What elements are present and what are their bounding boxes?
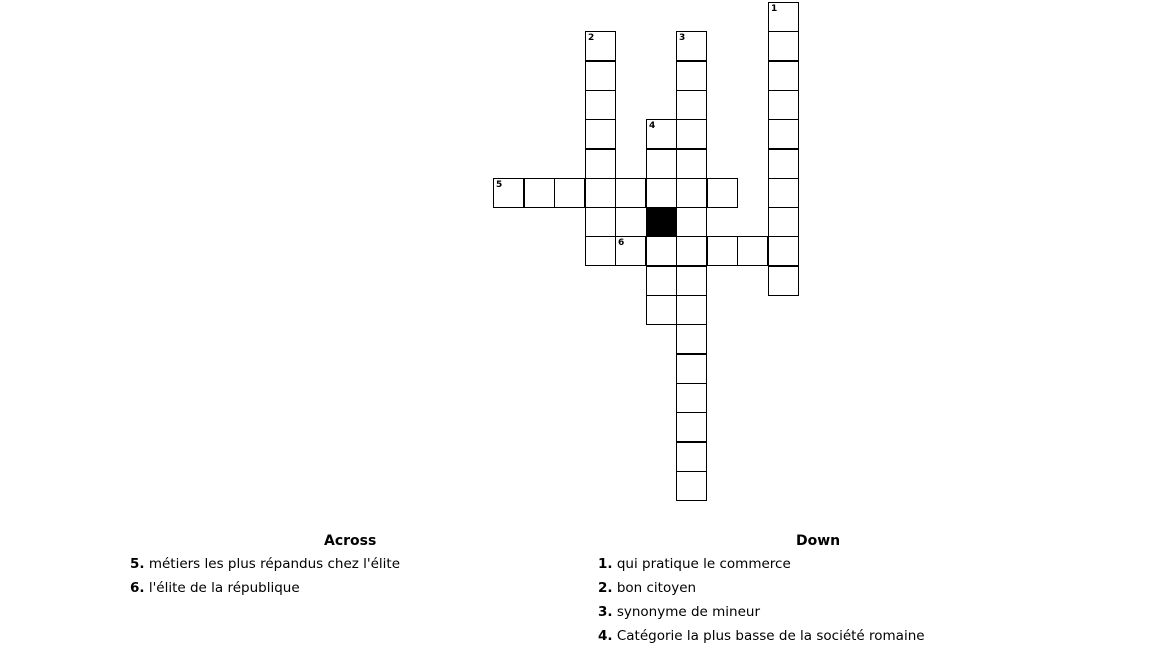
crossword-cell[interactable] — [524, 178, 555, 208]
clue-text: Catégorie la plus basse de la société romaine — [616, 628, 925, 644]
crossword-cell[interactable] — [554, 178, 585, 208]
clue-number-label: 5 — [496, 180, 503, 190]
clue-number: 5. — [130, 556, 145, 572]
crossword-cell[interactable] — [768, 149, 799, 179]
crossword-cell[interactable] — [676, 90, 707, 120]
crossword-cell[interactable] — [676, 471, 707, 501]
crossword-cell[interactable] — [615, 236, 646, 266]
crossword-cell[interactable] — [585, 207, 616, 237]
clue-number-label: 2 — [588, 33, 595, 43]
crossword-cell[interactable] — [707, 236, 738, 266]
crossword-cell[interactable] — [676, 383, 707, 413]
crossword-cell[interactable] — [676, 119, 707, 149]
crossword-cell[interactable] — [676, 207, 707, 237]
crossword-cell[interactable] — [585, 90, 616, 120]
crossword-cell[interactable] — [646, 295, 677, 325]
crossword-cell[interactable] — [676, 295, 707, 325]
across-heading: Across — [324, 533, 377, 549]
crossword-cell[interactable] — [676, 149, 707, 179]
clue-number-label: 3 — [679, 33, 686, 43]
crossword-cell[interactable] — [676, 354, 707, 384]
crossword-cell[interactable] — [768, 2, 799, 32]
clue-number-label: 1 — [771, 4, 778, 14]
crossword-cell[interactable] — [676, 442, 707, 472]
clue-number: 2. — [598, 580, 613, 596]
crossword-cell[interactable] — [768, 31, 799, 61]
clue-down-4 — [598, 628, 925, 644]
clue-number: 6. — [130, 580, 145, 596]
crossword-cell[interactable] — [707, 178, 738, 208]
crossword-cell[interactable] — [676, 324, 707, 354]
crossword-cell[interactable] — [676, 266, 707, 296]
crossword-cell[interactable] — [768, 266, 799, 296]
crossword-cell[interactable] — [676, 236, 707, 266]
crossword-cell[interactable] — [676, 61, 707, 91]
crossword-cell[interactable] — [768, 61, 799, 91]
clue-text: bon citoyen — [616, 580, 697, 596]
crossword-cell[interactable] — [646, 266, 677, 296]
crossword-cell[interactable] — [768, 178, 799, 208]
crossword-cell[interactable] — [768, 236, 799, 266]
crossword-cell[interactable] — [585, 31, 616, 61]
crossword-cell[interactable] — [646, 178, 677, 208]
clue-number: 3. — [598, 604, 613, 620]
down-heading: Down — [796, 533, 841, 549]
crossword-cell[interactable] — [646, 119, 677, 149]
crossword-cell[interactable] — [768, 207, 799, 237]
clue-across-6 — [130, 580, 300, 596]
crossword-cell[interactable] — [493, 178, 524, 208]
clue-text: qui pratique le commerce — [616, 556, 791, 572]
crossword-cell[interactable] — [676, 412, 707, 442]
crossword-cell[interactable] — [585, 236, 616, 266]
clue-across-5 — [130, 556, 400, 572]
clue-number-label: 6 — [618, 238, 625, 248]
crossword-cell[interactable] — [585, 119, 616, 149]
crossword-black-cell — [646, 207, 677, 237]
crossword-cell[interactable] — [768, 119, 799, 149]
clue-down-3 — [598, 604, 760, 620]
clue-down-1 — [598, 556, 791, 572]
crossword-cell[interactable] — [737, 236, 768, 266]
crossword-cell[interactable] — [585, 149, 616, 179]
crossword-cell[interactable] — [676, 178, 707, 208]
clue-text: l'élite de la république — [148, 580, 300, 596]
clue-number: 4. — [598, 628, 613, 644]
clue-text: métiers les plus répandus chez l'élite — [148, 556, 401, 572]
crossword-cell[interactable] — [585, 178, 616, 208]
clue-down-2 — [598, 580, 696, 596]
crossword-cell[interactable] — [768, 90, 799, 120]
crossword-cell[interactable] — [646, 236, 677, 266]
clue-number-label: 4 — [649, 121, 656, 131]
crossword-cell[interactable] — [615, 178, 646, 208]
crossword-cell[interactable] — [676, 31, 707, 61]
crossword-cell[interactable] — [646, 149, 677, 179]
clue-text: synonyme de mineur — [616, 604, 760, 620]
crossword-cell[interactable] — [585, 61, 616, 91]
clue-number: 1. — [598, 556, 613, 572]
